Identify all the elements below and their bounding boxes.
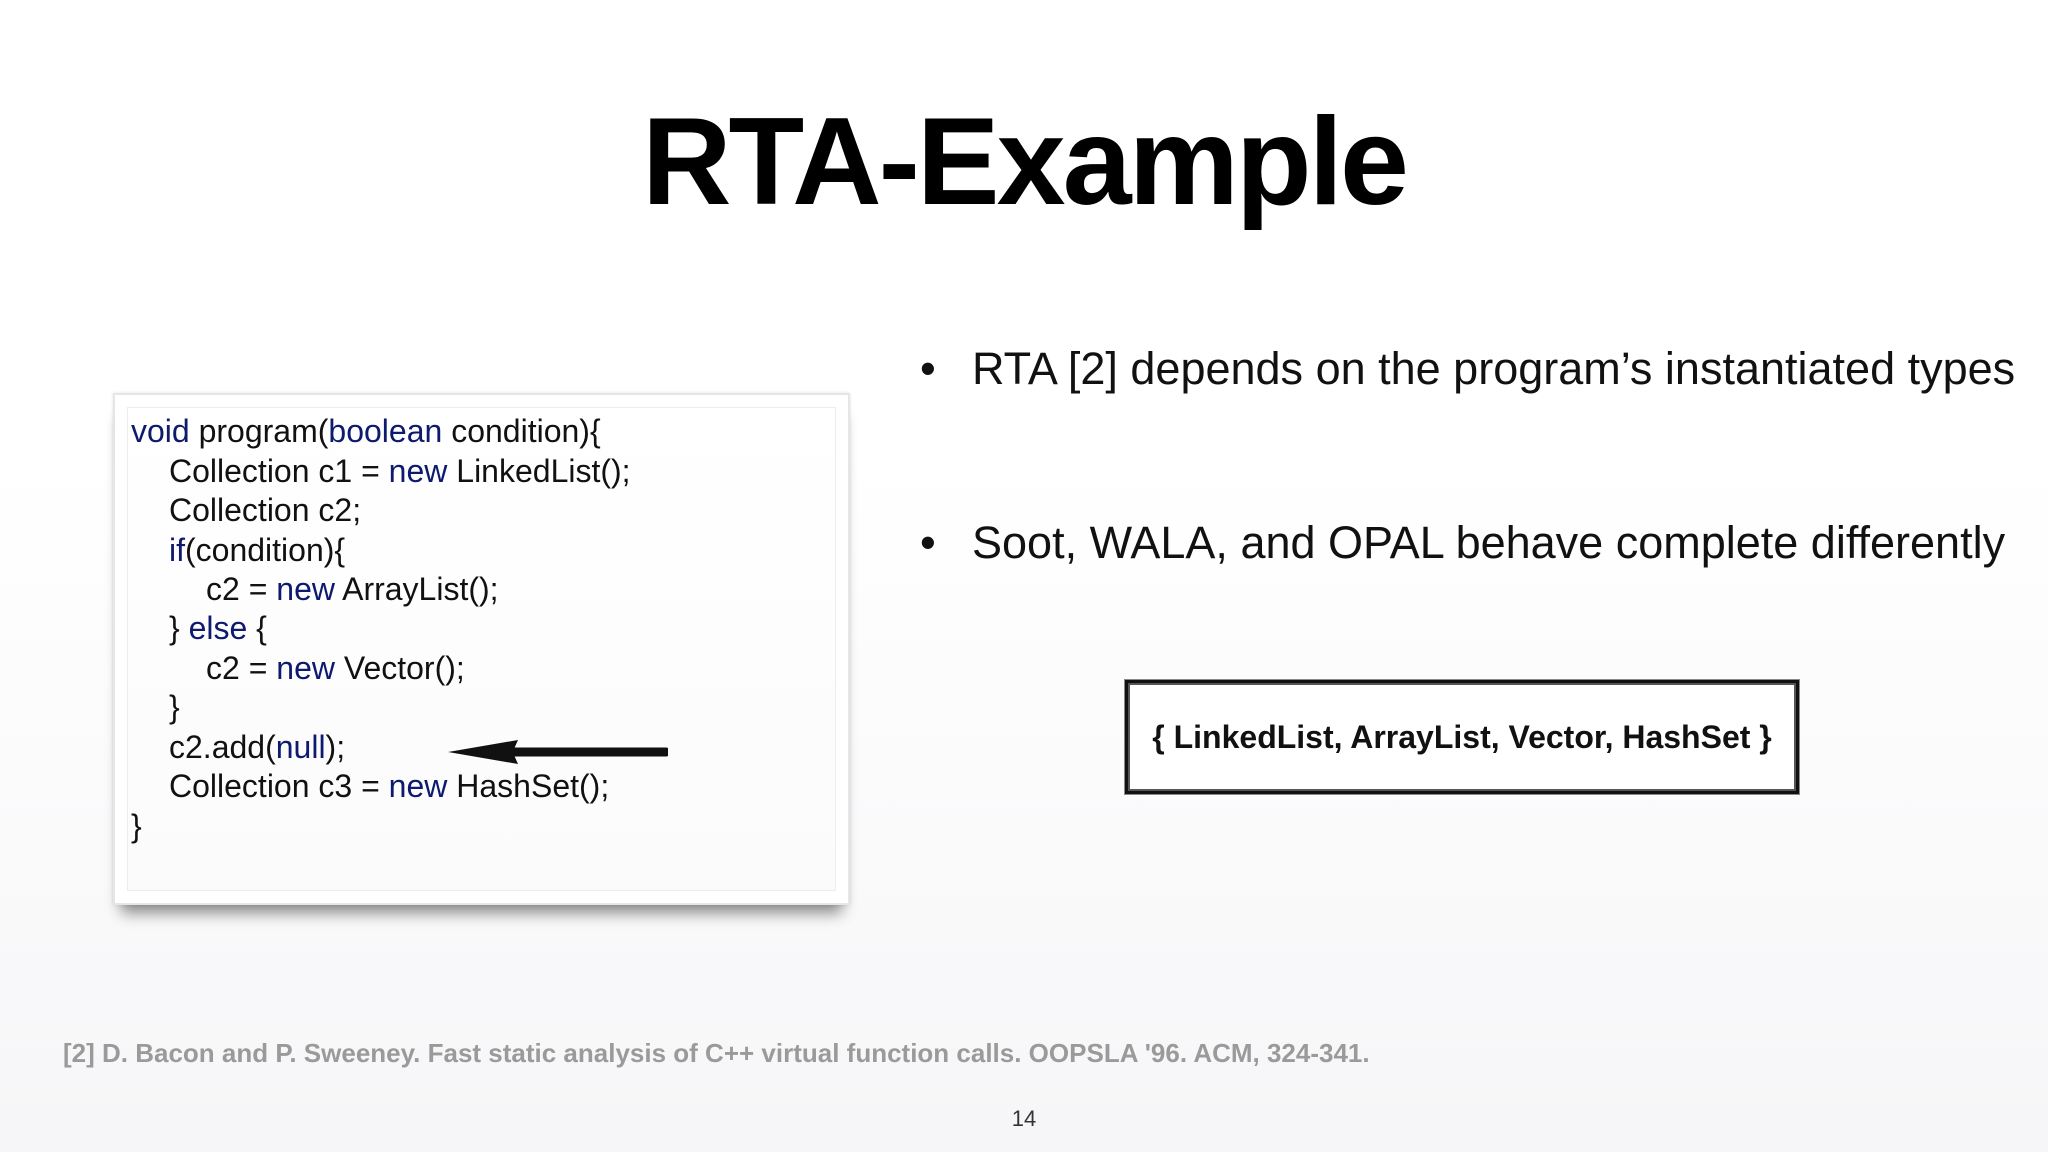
code-line-5 xyxy=(206,569,499,609)
code-text: } xyxy=(169,610,189,646)
code-keyword: null xyxy=(275,729,326,765)
code-keyword: new xyxy=(276,650,335,686)
code-text: Collection c3 = xyxy=(169,768,389,804)
code-line-8 xyxy=(169,687,180,727)
code-line-10 xyxy=(169,766,609,806)
page-number: 14 xyxy=(1011,1106,1037,1131)
code-line-4 xyxy=(169,530,345,570)
bullet-text: Soot, WALA, and OPAL behave complete differently xyxy=(972,517,2006,568)
reference-footnote: [2] D. Bacon and P. Sweeney. Fast static analysis of C++ virtual function calls. OOPSLA '96. ACM, 324-341. xyxy=(63,1038,1370,1068)
slide-title: RTA-Example xyxy=(642,93,1406,231)
code-keyword: if xyxy=(169,532,185,568)
code-text: Collection c1 = xyxy=(169,453,389,489)
code-text: ); xyxy=(325,729,346,765)
code-text: c2 = xyxy=(206,650,277,686)
instantiated-types-box: { LinkedList, ArrayList, Vector, HashSet } xyxy=(1125,680,1799,794)
code-text: { xyxy=(247,610,267,646)
code-line-2 xyxy=(169,451,631,491)
code-line-7 xyxy=(206,648,465,688)
bullet-text: RTA [2] depends on the program’s instantiated types xyxy=(972,343,2016,394)
code-keyword: new xyxy=(388,768,448,804)
code-text: condition){ xyxy=(442,413,601,449)
code-text: LinkedList(); xyxy=(447,453,631,489)
code-line-6 xyxy=(169,608,267,648)
code-keyword: boolean xyxy=(328,413,443,449)
code-text: } xyxy=(169,689,180,725)
code-text: Collection c2; xyxy=(169,492,362,528)
code-text: Vector(); xyxy=(334,650,465,686)
code-text: ArrayList(); xyxy=(334,571,499,607)
code-line-11 xyxy=(131,806,142,846)
code-text: HashSet(); xyxy=(447,768,610,804)
code-line-9 xyxy=(169,727,345,767)
code-keyword: void xyxy=(131,413,190,449)
code-keyword: new xyxy=(388,453,448,489)
code-line-3 xyxy=(169,490,361,530)
code-text: program( xyxy=(189,413,329,449)
code-text: c2 = xyxy=(206,571,277,607)
code-keyword: new xyxy=(276,571,335,607)
code-keyword: else xyxy=(188,610,248,646)
bullet-marker: • xyxy=(920,343,936,394)
code-line-1 xyxy=(131,411,601,451)
bullet-marker: • xyxy=(920,517,936,568)
code-text: (condition){ xyxy=(185,532,346,568)
code-text: c2.add( xyxy=(169,729,276,765)
pointer-arrow-icon xyxy=(448,740,668,764)
code-text: } xyxy=(131,808,142,844)
